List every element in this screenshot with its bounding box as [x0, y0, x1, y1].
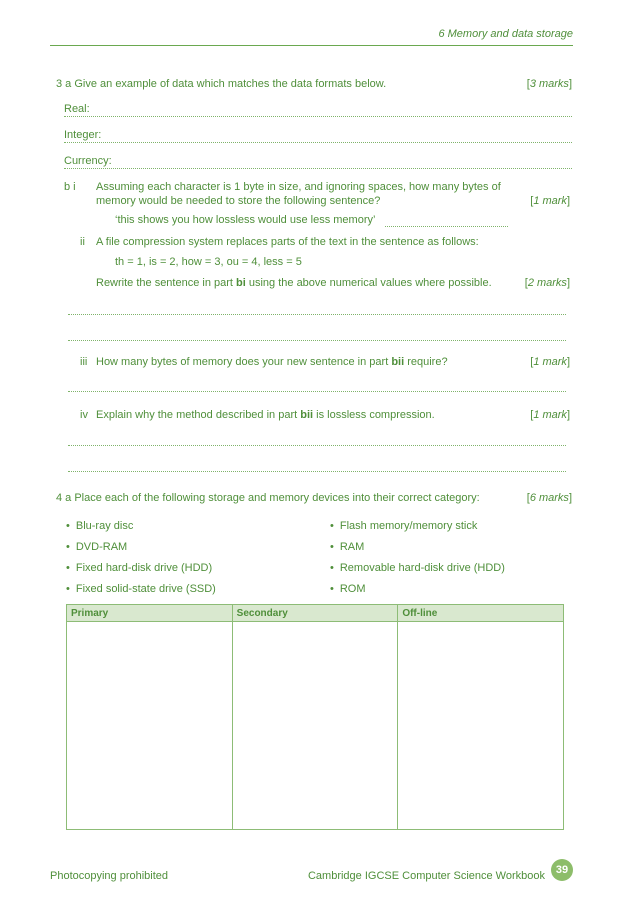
answer-line-bi[interactable] [385, 226, 508, 227]
answer-line-bii-1[interactable] [68, 314, 566, 315]
offline-header: Off-line [398, 605, 564, 622]
primary-header: Primary [67, 605, 233, 622]
q3biii-text: How many bytes of memory does your new sentence in part bii require? [96, 356, 448, 368]
device-item: • Blu-ray disc [66, 520, 133, 532]
answer-line-currency[interactable] [64, 168, 572, 169]
q4a-marks: [6 marks] [526, 492, 572, 504]
footer-book-title: Cambridge IGCSE Computer Science Workbook [307, 870, 545, 882]
device-item: • Fixed solid-state drive (SSD) [66, 583, 216, 595]
q3bi-marks: [1 mark] [530, 195, 570, 207]
device-item: • DVD-RAM [66, 541, 127, 553]
currency-label: Currency: [64, 155, 115, 167]
q3bii-marks: [2 marks] [524, 277, 570, 289]
answer-line-biii[interactable] [68, 391, 566, 392]
q3bii-rewrite-instruction: Rewrite the sentence in part bi using the above numerical values where possible. [96, 277, 492, 289]
q3bi-sentence: ‘this shows you how lossless would use less memory’ [115, 214, 376, 226]
offline-answer-cell[interactable] [398, 622, 564, 830]
header-rule [50, 45, 573, 46]
q4a-question: 4 a Place each of the following storage and memory devices into their correct category: [56, 492, 480, 504]
page-number-badge: 39 [551, 859, 573, 881]
q3a-question: 3 a Give an example of data which matches the data formats below. [56, 78, 387, 90]
q3bi-number: b i [64, 181, 76, 193]
secondary-header: Secondary [232, 605, 398, 622]
category-table [66, 604, 564, 830]
secondary-answer-cell[interactable] [232, 622, 398, 830]
q3bi-text-line1: Assuming each character is 1 byte in size, and ignoring spaces, how many bytes of [96, 181, 501, 193]
q3a-marks: [3 marks] [526, 78, 572, 90]
q3biv-text: Explain why the method described in part bii is lossless compression. [96, 409, 435, 421]
integer-label: Integer: [64, 129, 104, 141]
footer-copyright: Photocopying prohibited [50, 870, 169, 882]
device-item: • Flash memory/memory stick [330, 520, 477, 532]
answer-line-integer[interactable] [64, 142, 572, 143]
q3bii-codes: th = 1, is = 2, how = 3, ou = 4, less = 5 [115, 256, 302, 268]
device-item: • ROM [330, 583, 366, 595]
q3bi-text-line2: memory would be needed to store the following sentence? [96, 195, 381, 207]
q3biv-number: iv [80, 409, 88, 421]
device-item: • Removable hard-disk drive (HDD) [330, 562, 505, 574]
q3biv-marks: [1 mark] [530, 409, 570, 421]
answer-line-biv-2[interactable] [68, 471, 566, 472]
answer-line-bii-2[interactable] [68, 340, 566, 341]
answer-line-real[interactable] [64, 116, 572, 117]
real-label: Real: [64, 103, 93, 115]
q3biii-number: iii [80, 356, 88, 368]
q3bii-text: A file compression system replaces parts of the text in the sentence as follows: [96, 236, 479, 248]
device-item: • Fixed hard-disk drive (HDD) [66, 562, 212, 574]
primary-answer-cell[interactable] [67, 622, 233, 830]
q3biii-marks: [1 mark] [530, 356, 570, 368]
chapter-header: 6 Memory and data storage [438, 28, 573, 40]
q3bii-number: ii [80, 236, 85, 248]
answer-line-biv-1[interactable] [68, 445, 566, 446]
device-item: • RAM [330, 541, 364, 553]
